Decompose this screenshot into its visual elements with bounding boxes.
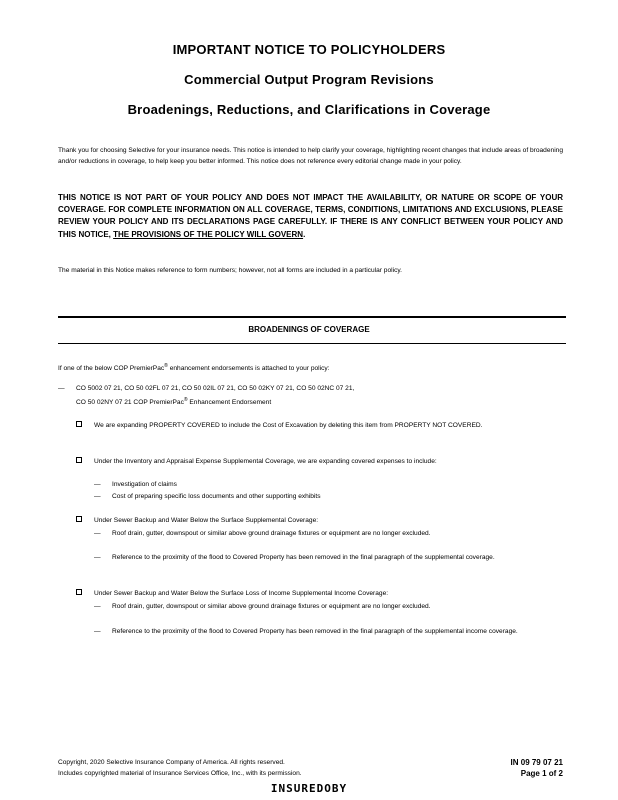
forms-line-2: CO 50 02NY 07 21 COP PremierPac [76,398,184,406]
sub-dash: — [94,493,101,500]
if-one-text: If one of the below COP PremierPac [58,365,165,373]
notice-disclaimer-underlined: THE PROVISIONS OF THE POLICY WILL GOVERN [113,229,304,239]
brand-watermark: INSUREDOBY [270,782,348,795]
sub-dash: — [94,603,101,610]
checkbox-bullet [76,457,82,467]
checkbox-bullet [76,516,82,526]
forms-line-2-rest: Enhancement Endorsement [189,398,272,406]
section-title: BROADENINGS OF COVERAGE [248,325,370,334]
sub-item: Cost of preparing specific loss documents and other supporting exhibits [112,493,321,500]
sub-dash: — [94,628,101,635]
title-line-2: Commercial Output Program Revisions [184,72,434,87]
notice-disclaimer: THIS NOTICE IS NOT PART OF YOUR POLICY AND DOES NOT IMPACT THE AVAILABILITY, OR NATURE OR SCOPE OF YOUR COVERAGE. FOR COMPLETE INFORMATION ON ALL COVERAGE, TERMS, CONDITIONS, LIMITATIONS AND EXCLUSIONS, PLEASE REVIEW YOUR POLICY AND ITS DECLARATIONS PAGE CAREFULLY. IF THERE IS ANY CONFLICT BETWEEN YOUR POLICY AND THIS NOTICE, THE PROVISIONS OF THE POLICY WILL GOVERN. [58,193,563,239]
forms-dash: — [58,385,65,392]
sub-item: Investigation of claims [112,481,177,488]
section-bottom-rule [58,343,566,344]
footer-isO-note: Includes copyrighted material of Insurance Services Office, Inc., with its permission. [58,770,302,777]
checkbox-bullet [76,421,82,431]
section-top-rule [58,316,566,318]
sub-item: Reference to the proximity of the flood to Covered Property has been removed in the final paragraph of the supplemental coverage. [112,554,495,561]
sub-item: Reference to the proximity of the flood to Covered Property has been removed in the final paragraph of the supplemental income coverage. [112,628,518,635]
page-number: Page 1 of 2 [520,769,563,778]
registered-mark: ® [164,363,168,369]
title-line-3: Broadenings, Reductions, and Clarifications in Coverage [127,102,491,117]
material-note: The material in this Notice makes reference to form numbers; however, not all forms are included in a particular policy. [58,267,403,274]
forms-line-1: CO 5002 07 21, CO 50 02FL 07 21, CO 50 02IL 07 21, CO 50 02KY 07 21, CO 50 02NC 07 21, [76,385,355,392]
title-line-1: IMPORTANT NOTICE TO POLICYHOLDERS [172,42,446,57]
registered-mark-2: ® [183,396,188,403]
checkbox-bullet [76,589,82,599]
sub-item: Roof drain, gutter, downspout or similar above ground drainage fixtures or equipment are no longer excluded. [112,603,431,610]
forms-list [76,384,563,408]
list-item: Under Sewer Backup and Water Below the Surface Loss of Income Supplemental Income Coverage: [94,590,389,597]
notice-disclaimer-text: THIS NOTICE IS NOT PART OF YOUR POLICY AND DOES NOT IMPACT THE AVAILABILITY, OR NATURE OR SCOPE OF YOUR COVERAGE. FOR COMPLETE INFORMATION ON ALL COVERAGE, TERMS, CONDITIONS, LIMITATIONS AND EXCLUSIONS, PLEASE REVIEW YOUR POLICY AND ITS DECLARATIONS PAGE CAREFULLY. IF THERE IS ANY CONFLICT BETWEEN YOUR POLICY AND THIS NOTICE, [58,193,563,239]
sub-dash: — [94,530,101,537]
if-one-rest: enhancement endorsements is attached to your policy: [169,365,330,373]
sub-item: Roof drain, gutter, downspout or similar above ground drainage fixtures or equipment are no longer excluded. [112,530,431,537]
if-one-line [58,361,563,375]
sub-dash: — [94,554,101,561]
list-item: We are expanding PROPERTY COVERED to include the Cost of Excavation by deleting this item from PROPERTY NOT COVERED. [94,422,483,429]
form-number: IN 09 79 07 21 [510,758,563,767]
list-item: Under the Inventory and Appraisal Expense Supplemental Coverage, we are expanding covered expenses to include: [94,458,437,465]
list-item: Under Sewer Backup and Water Below the Surface Supplemental Coverage: [94,517,319,524]
intro-paragraph: Thank you for choosing Selective for your insurance needs. This notice is intended to help clarify your coverage, highlighting recent changes that include areas of broadening and/or reductions in coverage, to help keep you better informed. This notice does not reference every editorial change made in your policy. [58,147,563,165]
sub-dash: — [94,481,101,488]
footer-copyright: Copyright, 2020 Selective Insurance Company of America. All rights reserved. [58,759,285,766]
